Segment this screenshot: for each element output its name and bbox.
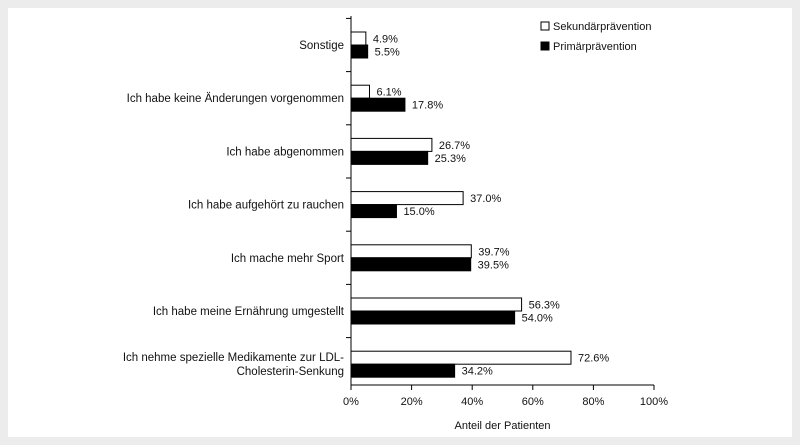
x-tick-label: 40% — [461, 396, 484, 408]
category-label: Sonstige — [299, 40, 344, 52]
bar-chart — [8, 8, 792, 437]
data-label: 6.1% — [376, 86, 402, 99]
bar-sekundaerpraevention — [351, 351, 571, 364]
bar-sekundaerpraevention — [351, 298, 522, 311]
bar-sekundaerpraevention — [351, 32, 366, 45]
category-label: Ich habe keine Änderungen vorgenommen — [126, 93, 344, 106]
bar-primaerpraevention — [351, 311, 515, 324]
category-label: Ich nehme spezielle Medikamente zur LDL- — [122, 352, 344, 365]
legend-label: Sekundärprävention — [553, 21, 652, 33]
bar-primaerpraevention — [351, 258, 471, 271]
data-label: 15.0% — [403, 206, 435, 219]
legend-swatch — [541, 42, 549, 50]
data-label: 39.5% — [477, 259, 509, 272]
category-label: Cholesterin-Senkung — [236, 366, 344, 379]
x-tick-label: 20% — [400, 396, 423, 408]
data-label: 34.2% — [461, 365, 493, 378]
bar-sekundaerpraevention — [351, 138, 432, 151]
legend-swatch — [541, 22, 549, 30]
bar-primaerpraevention — [351, 151, 428, 164]
category-label: Ich habe abgenommen — [226, 146, 344, 159]
x-axis-title: Anteil der Patienten — [454, 420, 551, 432]
data-label: 5.5% — [374, 46, 400, 59]
data-label: 25.3% — [434, 152, 466, 165]
chart-frame — [8, 8, 792, 437]
data-label: 26.7% — [438, 139, 471, 152]
bar-primaerpraevention — [351, 205, 396, 218]
x-tick-label: 60% — [521, 396, 544, 408]
category-label: Ich habe meine Ernährung umgestellt — [152, 306, 344, 318]
x-tick-label: 80% — [582, 396, 605, 408]
bar-sekundaerpraevention — [351, 245, 471, 258]
x-tick-label: 0% — [343, 396, 359, 408]
data-label: 54.0% — [521, 312, 553, 325]
legend-label: Primärprävention — [553, 41, 637, 53]
data-label: 39.7% — [478, 246, 510, 259]
data-label: 72.6% — [577, 352, 610, 365]
x-tick-label: 100% — [639, 396, 669, 408]
bar-sekundaerpraevention — [351, 85, 369, 98]
bar-primaerpraevention — [351, 45, 368, 58]
data-label: 17.8% — [411, 99, 444, 112]
data-label: 37.0% — [470, 193, 502, 206]
bar-primaerpraevention — [351, 98, 405, 111]
bar-sekundaerpraevention — [351, 192, 463, 205]
bar-primaerpraevention — [351, 364, 455, 377]
category-label: Ich mache mehr Sport — [230, 252, 344, 265]
category-label: Ich habe aufgehört zu rauchen — [187, 199, 344, 212]
data-label: 56.3% — [528, 299, 560, 312]
data-label: 4.9% — [372, 33, 398, 46]
